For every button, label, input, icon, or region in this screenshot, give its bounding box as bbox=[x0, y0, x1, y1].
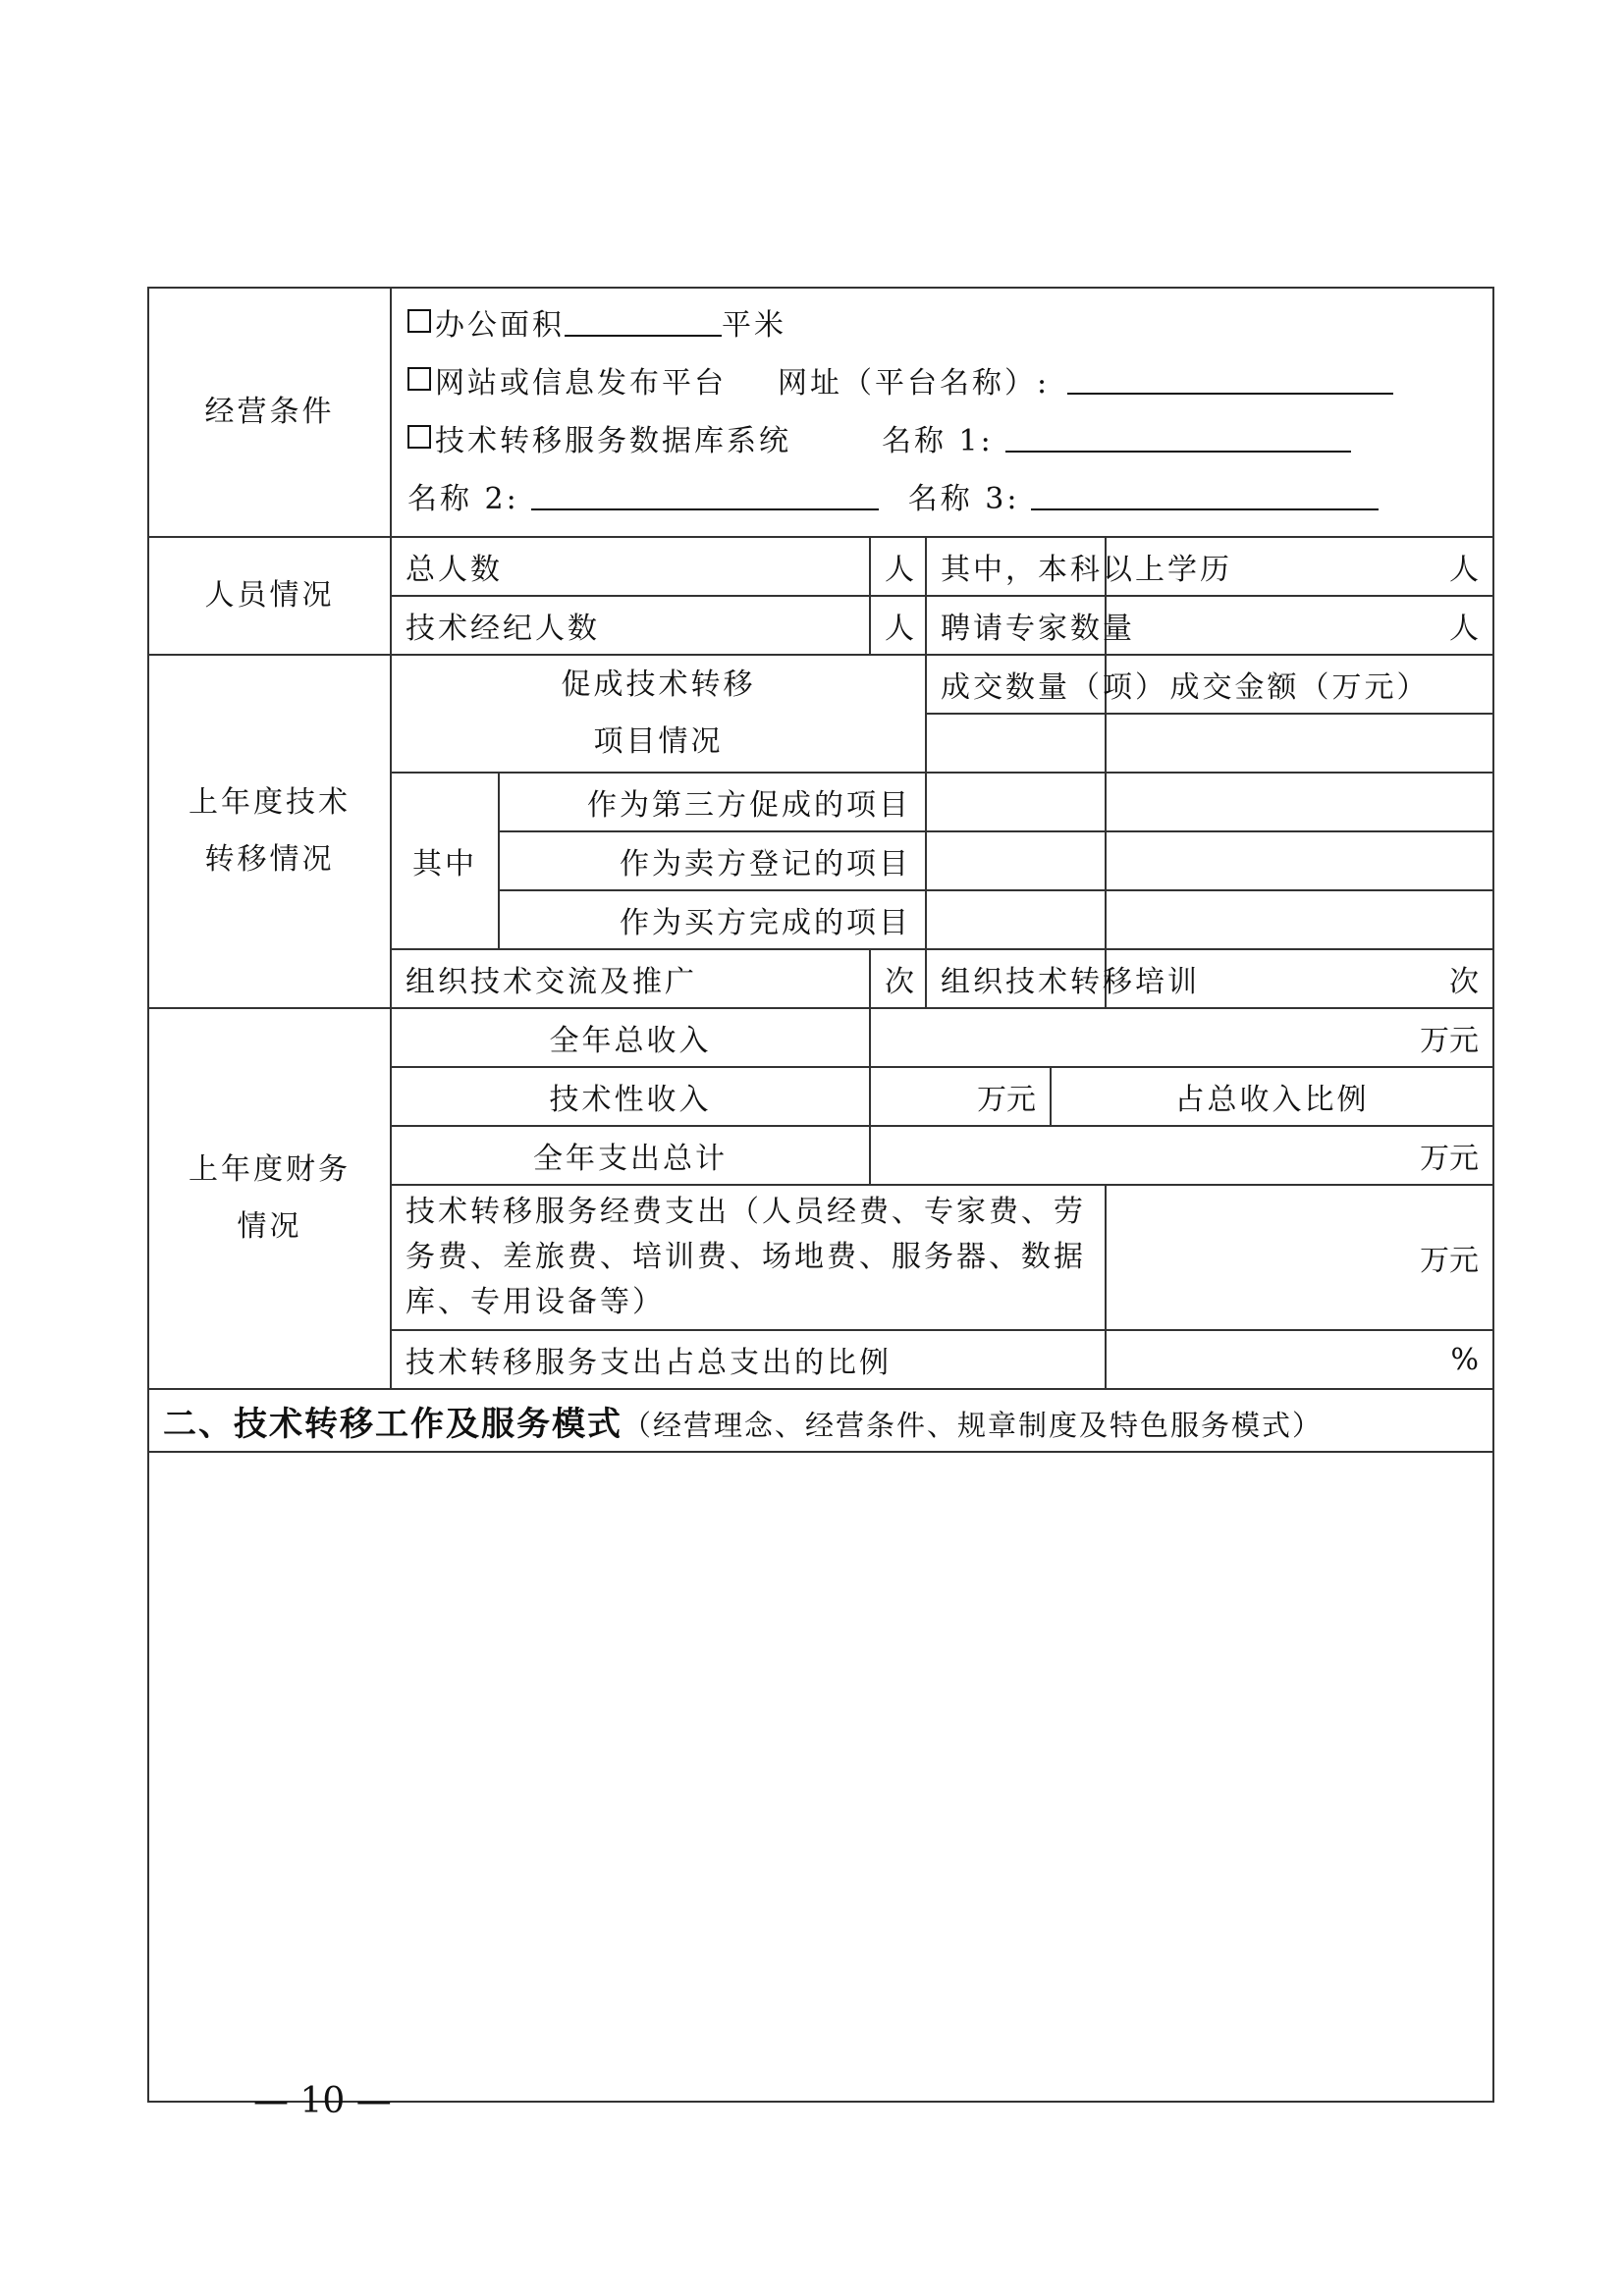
projects-heading-line2: 项目情况 bbox=[593, 724, 724, 759]
total-staff-label: 总人数 bbox=[391, 537, 870, 596]
transfer-label bbox=[148, 655, 391, 1008]
brokers-input[interactable] bbox=[870, 596, 926, 655]
bachelor-unit: 人 bbox=[1449, 553, 1480, 587]
database-label: 技术转移服务数据库系统 bbox=[435, 424, 791, 458]
section2-header-row bbox=[148, 1389, 1493, 1452]
application-form-table bbox=[147, 287, 1494, 2103]
finance-label-line2: 情况 bbox=[237, 1209, 302, 1244]
seller-amount-input[interactable] bbox=[1106, 831, 1493, 890]
name3-input[interactable] bbox=[1031, 475, 1379, 510]
section2-content-row bbox=[148, 1452, 1493, 2102]
database-line bbox=[407, 412, 1477, 470]
buyer-amount-input[interactable] bbox=[1106, 890, 1493, 949]
section2-title: 二、技术转移工作及服务模式 bbox=[163, 1404, 623, 1444]
total-income-input[interactable] bbox=[870, 1008, 1493, 1067]
url-label: 网址（平台名称）: bbox=[778, 366, 1051, 400]
exchange-label: 组织技术交流及推广 bbox=[391, 949, 870, 1008]
projects-total-count-input[interactable] bbox=[926, 714, 1106, 773]
experts-unit: 人 bbox=[1449, 612, 1480, 646]
exchange-input[interactable] bbox=[870, 949, 926, 1008]
operating-conditions-cell bbox=[391, 288, 1493, 537]
total-staff-input[interactable] bbox=[870, 537, 926, 596]
url-input[interactable] bbox=[1067, 359, 1393, 395]
page-number: — 10 — bbox=[253, 2081, 392, 2121]
operating-conditions-row bbox=[148, 288, 1493, 537]
deal-count-header: 成交数量（项） bbox=[926, 655, 1106, 714]
name1-label: 名称 1: bbox=[882, 424, 994, 458]
tech-income-unit: 万元 bbox=[977, 1083, 1036, 1117]
service-ratio-input[interactable] bbox=[1106, 1330, 1493, 1389]
total-expense-unit: 万元 bbox=[1420, 1142, 1480, 1176]
database-checkbox[interactable] bbox=[407, 425, 431, 449]
office-area-unit: 平米 bbox=[722, 308, 786, 343]
third-party-amount-input[interactable] bbox=[1106, 773, 1493, 831]
seller-label: 作为卖方登记的项目 bbox=[499, 831, 926, 890]
name2-label: 名称 2: bbox=[407, 482, 519, 516]
buyer-label: 作为买方完成的项目 bbox=[499, 890, 926, 949]
seller-count-input[interactable] bbox=[926, 831, 1106, 890]
projects-heading-line1: 促成技术转移 bbox=[561, 667, 756, 702]
third-party-count-input[interactable] bbox=[926, 773, 1106, 831]
projects-heading bbox=[391, 655, 926, 773]
service-expense-label: 技术转移服务经费支出（人员经费、专家费、劳务费、差旅费、培训费、场地费、服务器、数据库、专用设备等） bbox=[391, 1185, 1106, 1330]
transfer-label-line1: 上年度技术 bbox=[189, 785, 351, 820]
service-ratio-unit: % bbox=[1450, 1342, 1480, 1377]
service-ratio-label: 技术转移服务支出占总支出的比例 bbox=[391, 1330, 1106, 1389]
brokers-label: 技术经纪人数 bbox=[391, 596, 870, 655]
bachelor-label: 其中，本科以上学历 bbox=[926, 537, 1106, 596]
brokers-unit: 人 bbox=[885, 612, 914, 646]
experts-input[interactable] bbox=[1106, 596, 1493, 655]
among-label: 其中 bbox=[391, 773, 499, 949]
exchange-unit: 次 bbox=[885, 965, 914, 999]
training-label: 组织技术转移培训 bbox=[926, 949, 1106, 1008]
third-party-label: 作为第三方促成的项目 bbox=[499, 773, 926, 831]
transfer-header-row bbox=[148, 655, 1493, 714]
office-area-line bbox=[407, 296, 1477, 354]
tech-income-label: 技术性收入 bbox=[391, 1067, 870, 1126]
names-line bbox=[407, 470, 1477, 528]
operating-conditions-label: 经营条件 bbox=[148, 288, 391, 537]
website-checkbox[interactable] bbox=[407, 367, 431, 391]
buyer-count-input[interactable] bbox=[926, 890, 1106, 949]
total-expense-label: 全年支出总计 bbox=[391, 1126, 870, 1185]
section2-header bbox=[148, 1389, 1493, 1452]
name1-input[interactable] bbox=[1005, 417, 1351, 453]
name2-input[interactable] bbox=[531, 475, 879, 510]
office-area-label: 办公面积 bbox=[435, 308, 565, 343]
office-area-checkbox[interactable] bbox=[407, 309, 431, 333]
total-expense-input[interactable] bbox=[870, 1126, 1493, 1185]
staff-row-1 bbox=[148, 537, 1493, 596]
section2-content-area[interactable] bbox=[148, 1452, 1493, 2102]
staff-label: 人员情况 bbox=[148, 537, 391, 655]
experts-label: 聘请专家数量 bbox=[926, 596, 1106, 655]
website-line bbox=[407, 354, 1477, 412]
projects-total-amount-input[interactable] bbox=[1106, 714, 1493, 773]
service-expense-unit: 万元 bbox=[1420, 1244, 1480, 1278]
name3-label: 名称 3: bbox=[907, 482, 1020, 516]
total-staff-unit: 人 bbox=[885, 553, 914, 587]
office-area-input[interactable] bbox=[565, 301, 722, 337]
tech-income-input[interactable] bbox=[870, 1067, 1051, 1126]
total-income-unit: 万元 bbox=[1420, 1024, 1480, 1058]
total-income-label: 全年总收入 bbox=[391, 1008, 870, 1067]
website-label: 网站或信息发布平台 bbox=[435, 366, 727, 400]
income-ratio-label: 占总收入比例 bbox=[1051, 1067, 1493, 1126]
deal-amount-header: 成交金额（万元） bbox=[1106, 655, 1493, 714]
training-unit: 次 bbox=[1449, 965, 1480, 999]
section2-note: （经营理念、经营条件、规章制度及特色服务模式） bbox=[623, 1408, 1324, 1442]
finance-label bbox=[148, 1008, 391, 1389]
total-income-row bbox=[148, 1008, 1493, 1067]
transfer-label-line2: 转移情况 bbox=[204, 842, 335, 877]
service-expense-input[interactable] bbox=[1106, 1185, 1493, 1330]
finance-label-line1: 上年度财务 bbox=[189, 1152, 351, 1187]
